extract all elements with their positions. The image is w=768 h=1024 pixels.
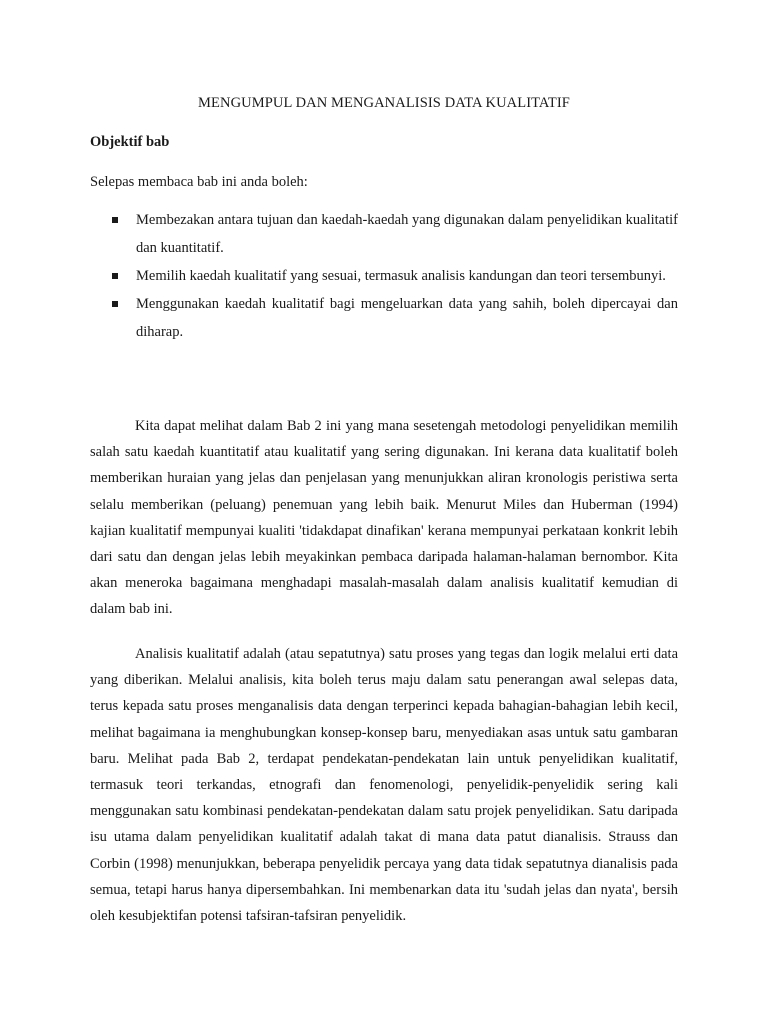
list-item — [90, 262, 678, 290]
objective-text: Memilih kaedah kualitatif yang sesuai, termasuk analisis kandungan dan teori tersembunyi. — [136, 268, 666, 284]
square-bullet-icon — [112, 273, 118, 279]
objective-text: Menggunakan kaedah kualitatif bagi mengeluarkan data yang sahih, boleh dipercayai dan diharap. — [136, 296, 678, 340]
document-title: MENGUMPUL DAN MENGANALISIS DATA KUALITATIF — [198, 95, 570, 111]
intro-text: Selepas membaca bab ini anda boleh: — [90, 174, 308, 190]
square-bullet-icon — [112, 301, 118, 307]
objective-text: Membezakan antara tujuan dan kaedah-kaedah yang digunakan dalam penyelidikan kualitatif dan kuantitatif. — [136, 212, 678, 256]
objectives-list — [90, 206, 678, 346]
body-paragraph: Kita dapat melihat dalam Bab 2 ini yang mana sesetengah metodologi penyelidikan memilih salah satu kaedah kuantitatif atau kualitatif yang sering digunakan. Ini kerana data kualitatif boleh memberikan huraian yang jelas dan penjelasan yang menunjukkan aliran kronologis peristiwa serta selalu memberikan (peluang) penemuan yang lebih baik. Menurut Miles dan Huberman (1994) kajian kualitatif mempunyai kualiti 'tidakdapat dinafikan' kerana mempunyai perkataan konkrit lebih dari satu dan dengan jelas lebih meyakinkan pembaca daripada halaman-halaman bernombor. Kita akan meneroka bagaimana menghadapi masalah-masalah dalam analisis kualitatif kemudian di dalam bab ini. — [90, 418, 678, 618]
square-bullet-icon — [112, 217, 118, 223]
list-item — [90, 206, 678, 262]
section-heading: Objektif bab — [90, 134, 170, 150]
body-paragraph: Analisis kualitatif adalah (atau sepatutnya) satu proses yang tegas dan logik melalui erti data yang diberikan. Melalui analisis, kita boleh terus maju dalam satu penerangan awal selepas data, terus kepada satu proses menganalisis data dengan terperinci kepada bahagian-bahagian lebih kecil, melihat bagaimana ia menghubungkan konsep-konsep baru, menyediakan asas untuk satu gambaran baru. Melihat pada Bab 2, terdapat pendekatan-pendekatan lain untuk penyelidikan kualitatif, termasuk teori terkandas, etnografi dan fenomenologi, penyelidik-penyelidik sering kali menggunakan satu kombinasi pendekatan-pendekatan dalam satu projek penyelidikan. Satu daripada isu utama dalam penyelidikan kualitatif adalah takat di mana data patut dianalisis. Strauss dan Corbin (1998) menunjukkan, beberapa penyelidik percaya yang data tidak sepatutnya dianalisis pada semua, tetapi harus hanya dipersembahkan. Ini membenarkan data itu 'sudah jelas dan nyata', bersih oleh kesubjektifan potensi tafsiran-tafsiran penyelidik. — [90, 646, 678, 925]
list-item — [90, 290, 678, 346]
